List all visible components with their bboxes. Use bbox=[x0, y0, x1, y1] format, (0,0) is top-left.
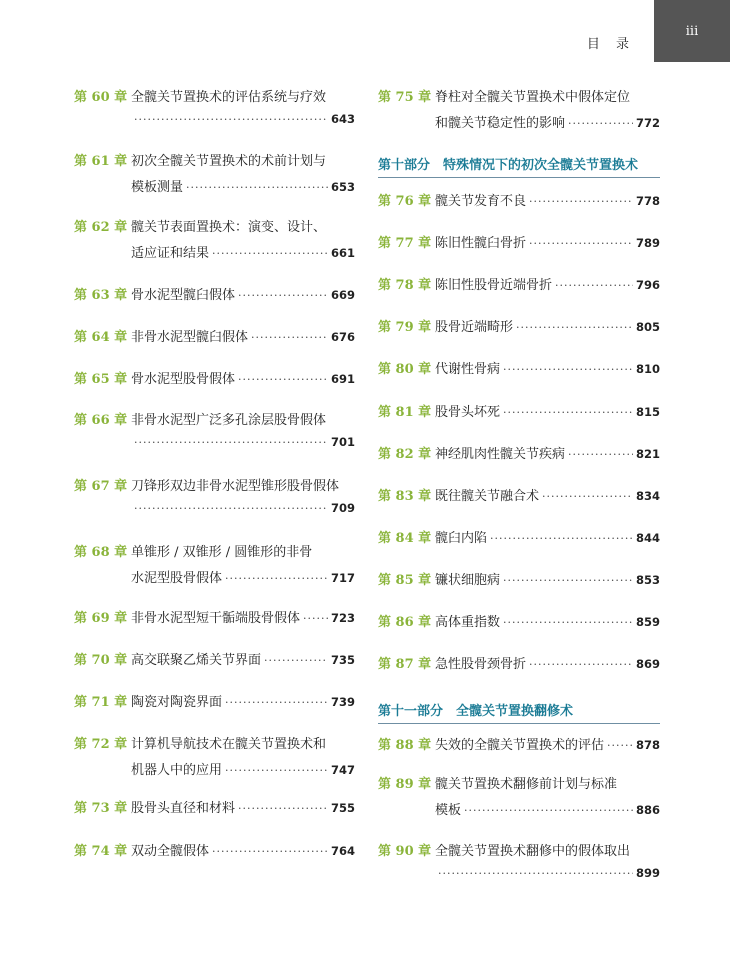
chapter-title-line bbox=[435, 274, 660, 293]
dot-leader bbox=[225, 696, 328, 709]
chapter-title-text: 骨水泥型髋臼假体 bbox=[131, 288, 236, 303]
dot-leader bbox=[568, 448, 633, 461]
chapter-title-line bbox=[435, 401, 660, 420]
part-heading[interactable]: 第十一部分 全髋关节置换翻修术 bbox=[378, 700, 660, 724]
page-number: 764 bbox=[330, 844, 355, 858]
chapter-title-line bbox=[131, 759, 355, 778]
chapter-title-text: 初次全髋关节置换术的术前计划与 bbox=[131, 154, 327, 169]
page-number: 709 bbox=[330, 501, 355, 515]
chapter-number: 第 64 章 bbox=[74, 330, 128, 345]
chapter-title-line bbox=[435, 734, 660, 753]
page-number: 869 bbox=[635, 657, 660, 671]
chapter-title-text: 镰状细胞病 bbox=[435, 573, 501, 588]
dot-leader bbox=[134, 436, 328, 449]
dot-leader bbox=[134, 502, 328, 515]
chapter-number: 第 82 章 bbox=[378, 447, 432, 462]
chapter-title-text: 双动全髋假体 bbox=[131, 844, 210, 859]
chapter-title-text: 刀锋形双边非骨水泥型锥形股骨假体 bbox=[131, 479, 340, 494]
dot-leader bbox=[186, 181, 328, 194]
chapter-title-line bbox=[131, 326, 355, 345]
chapter-title-line bbox=[131, 368, 355, 387]
chapter-number: 第 80 章 bbox=[378, 362, 432, 377]
chapter-title-line bbox=[131, 112, 355, 126]
page-number: 815 bbox=[635, 405, 660, 419]
chapter-title-line bbox=[131, 797, 355, 816]
chapter-number: 第 61 章 bbox=[74, 154, 128, 169]
chapter-title-line bbox=[435, 799, 660, 818]
dot-leader bbox=[212, 247, 328, 260]
dot-leader bbox=[212, 845, 328, 858]
page-number: 853 bbox=[635, 573, 660, 587]
chapter-title-text: 模板 bbox=[435, 803, 462, 818]
chapter-number: 第 83 章 bbox=[378, 489, 432, 504]
chapter-title-text: 髋关节发育不良 bbox=[435, 194, 527, 209]
chapter-number: 第 85 章 bbox=[378, 573, 432, 588]
chapter-number: 第 73 章 bbox=[74, 801, 128, 816]
chapter-number: 第 86 章 bbox=[378, 615, 432, 630]
chapter-number: 第 75 章 bbox=[378, 90, 432, 105]
page-number: 723 bbox=[330, 611, 355, 625]
chapter-number: 第 65 章 bbox=[74, 372, 128, 387]
chapter-title-line bbox=[435, 316, 660, 335]
chapter-title-line bbox=[131, 649, 355, 668]
dot-leader bbox=[238, 802, 328, 815]
page-header-title: 目 录 bbox=[586, 37, 635, 52]
dot-leader bbox=[529, 658, 633, 671]
page-number: 899 bbox=[635, 866, 660, 880]
chapter-title-text: 模板测量 bbox=[131, 180, 184, 195]
page-number: 701 bbox=[330, 435, 355, 449]
dot-leader bbox=[529, 195, 633, 208]
chapter-number: 第 81 章 bbox=[378, 405, 432, 420]
page-number: 789 bbox=[635, 236, 660, 250]
page-number: 661 bbox=[330, 246, 355, 260]
chapter-title-text: 高交联聚乙烯关节界面 bbox=[131, 653, 262, 668]
dot-leader bbox=[264, 654, 328, 667]
dot-leader bbox=[251, 331, 328, 344]
dot-leader bbox=[238, 373, 328, 386]
chapter-title-text: 高体重指数 bbox=[435, 615, 501, 630]
chapter-title-line bbox=[435, 485, 660, 504]
dot-leader bbox=[303, 612, 328, 625]
chapter-title-line bbox=[435, 190, 660, 209]
chapter-title-line bbox=[131, 216, 355, 235]
chapter-title-line bbox=[131, 409, 355, 428]
chapter-title-line bbox=[131, 242, 355, 261]
page-number: 643 bbox=[330, 112, 355, 126]
chapter-number: 第 70 章 bbox=[74, 653, 128, 668]
chapter-title-text: 非骨水泥型短干骺端股骨假体 bbox=[131, 611, 301, 626]
chapter-title-line bbox=[435, 527, 660, 546]
chapter-number: 第 87 章 bbox=[378, 657, 432, 672]
page-number: 717 bbox=[330, 571, 355, 585]
dot-leader bbox=[225, 572, 328, 585]
chapter-title-text: 计算机导航技术在髋关节置换术和 bbox=[131, 737, 327, 752]
chapter-title-text: 陈旧性髋臼骨折 bbox=[435, 236, 527, 251]
dot-leader bbox=[568, 117, 633, 130]
chapter-title-text: 机器人中的应用 bbox=[131, 763, 223, 778]
chapter-title-text: 单锥形 / 双锥形 / 圆锥形的非骨 bbox=[131, 545, 313, 560]
chapter-number: 第 78 章 bbox=[378, 278, 432, 293]
chapter-title-line bbox=[131, 541, 355, 560]
chapter-title-text: 非骨水泥型广泛多孔涂层股骨假体 bbox=[131, 413, 327, 428]
chapter-title-text: 失效的全髋关节置换术的评估 bbox=[435, 738, 605, 753]
chapter-number: 第 90 章 bbox=[378, 844, 432, 859]
page-number: 796 bbox=[635, 278, 660, 292]
chapter-title-text: 全髋关节置换术翻修中的假体取出 bbox=[435, 844, 631, 859]
chapter-title-text: 和髋关节稳定性的影响 bbox=[435, 116, 566, 131]
chapter-title-text: 骨水泥型股骨假体 bbox=[131, 372, 236, 387]
part-heading[interactable]: 第十部分 特殊情况下的初次全髋关节置换术 bbox=[378, 154, 660, 178]
chapter-title-text: 非骨水泥型髋臼假体 bbox=[131, 330, 249, 345]
chapter-title-text: 股骨头直径和材料 bbox=[131, 801, 236, 816]
dot-leader bbox=[134, 113, 328, 126]
chapter-number: 第 67 章 bbox=[74, 479, 128, 494]
dot-leader bbox=[542, 490, 633, 503]
chapter-title-line bbox=[435, 866, 660, 880]
chapter-title-line bbox=[435, 86, 660, 105]
dot-leader bbox=[503, 363, 633, 376]
page-number: 844 bbox=[635, 531, 660, 545]
chapter-number: 第 77 章 bbox=[378, 236, 432, 251]
chapter-title-line bbox=[131, 475, 355, 494]
page-number: 653 bbox=[330, 180, 355, 194]
page-number: 747 bbox=[330, 763, 355, 777]
page-number: 735 bbox=[330, 653, 355, 667]
dot-leader bbox=[464, 804, 633, 817]
chapter-title-line bbox=[131, 86, 355, 105]
dot-leader bbox=[516, 321, 633, 334]
chapter-number: 第 63 章 bbox=[74, 288, 128, 303]
dot-leader bbox=[225, 764, 328, 777]
chapter-title-line bbox=[131, 607, 355, 626]
chapter-number: 第 72 章 bbox=[74, 737, 128, 752]
chapter-title-text: 神经肌肉性髋关节疾病 bbox=[435, 447, 566, 462]
chapter-number: 第 89 章 bbox=[378, 777, 432, 792]
chapter-number: 第 76 章 bbox=[378, 194, 432, 209]
page-number: 878 bbox=[635, 738, 660, 752]
page-number: 810 bbox=[635, 362, 660, 376]
page-number: 834 bbox=[635, 489, 660, 503]
chapter-title-text: 陶瓷对陶瓷界面 bbox=[131, 695, 223, 710]
chapter-number: 第 69 章 bbox=[74, 611, 128, 626]
chapter-title-line bbox=[435, 611, 660, 630]
dot-leader bbox=[529, 237, 633, 250]
page-number: 859 bbox=[635, 615, 660, 629]
chapter-title-text: 股骨近端畸形 bbox=[435, 320, 514, 335]
dot-leader bbox=[238, 289, 328, 302]
chapter-title-line bbox=[131, 567, 355, 586]
chapter-title-text: 既往髋关节融合术 bbox=[435, 489, 540, 504]
chapter-title-text: 髋关节表面置换术：演变、设计、 bbox=[131, 220, 327, 235]
page-number: 676 bbox=[330, 330, 355, 344]
chapter-title-text: 水泥型股骨假体 bbox=[131, 571, 223, 586]
chapter-title-line bbox=[131, 840, 355, 859]
chapter-title-text: 陈旧性股骨近端骨折 bbox=[435, 278, 553, 293]
dot-leader bbox=[503, 406, 633, 419]
chapter-title-line bbox=[435, 112, 660, 131]
chapter-title-text: 髋臼内陷 bbox=[435, 531, 488, 546]
chapter-title-line bbox=[131, 691, 355, 710]
chapter-title-text: 急性股骨颈骨折 bbox=[435, 657, 527, 672]
chapter-title-text: 髋关节置换术翻修前计划与标准 bbox=[435, 777, 618, 792]
chapter-title-line bbox=[131, 176, 355, 195]
chapter-title-line bbox=[435, 653, 660, 672]
page-number: 755 bbox=[330, 801, 355, 815]
chapter-number: 第 88 章 bbox=[378, 738, 432, 753]
chapter-number: 第 84 章 bbox=[378, 531, 432, 546]
chapter-title-text: 股骨头坏死 bbox=[435, 405, 501, 420]
page-number: 739 bbox=[330, 695, 355, 709]
page-number: 778 bbox=[635, 194, 660, 208]
chapter-number: 第 66 章 bbox=[74, 413, 128, 428]
dot-leader bbox=[607, 739, 633, 752]
chapter-number: 第 74 章 bbox=[74, 844, 128, 859]
chapter-title-line bbox=[131, 733, 355, 752]
dot-leader bbox=[555, 279, 633, 292]
page-number: 669 bbox=[330, 288, 355, 302]
chapter-number: 第 60 章 bbox=[74, 90, 128, 105]
page-number-tab: iii bbox=[654, 0, 730, 62]
dot-leader bbox=[438, 867, 633, 880]
chapter-number: 第 62 章 bbox=[74, 220, 128, 235]
chapter-title-line bbox=[435, 443, 660, 462]
chapter-title-line bbox=[131, 150, 355, 169]
page-number: 772 bbox=[635, 116, 660, 130]
chapter-title-line bbox=[131, 284, 355, 303]
chapter-title-line bbox=[435, 773, 660, 792]
chapter-title-text: 脊柱对全髋关节置换术中假体定位 bbox=[435, 90, 631, 105]
dot-leader bbox=[503, 574, 633, 587]
chapter-number: 第 68 章 bbox=[74, 545, 128, 560]
chapter-title-line bbox=[435, 358, 660, 377]
chapter-title-line bbox=[131, 435, 355, 449]
dot-leader bbox=[490, 532, 633, 545]
chapter-title-line bbox=[131, 501, 355, 515]
page-number: 805 bbox=[635, 320, 660, 334]
chapter-title-line bbox=[435, 840, 660, 859]
chapter-title-text: 代谢性骨病 bbox=[435, 362, 501, 377]
page-number: 821 bbox=[635, 447, 660, 461]
chapter-title-text: 全髋关节置换术的评估系统与疗效 bbox=[131, 90, 327, 105]
chapter-number: 第 79 章 bbox=[378, 320, 432, 335]
page-number: 691 bbox=[330, 372, 355, 386]
chapter-title-text: 适应证和结果 bbox=[131, 246, 210, 261]
chapter-number: 第 71 章 bbox=[74, 695, 128, 710]
dot-leader bbox=[503, 616, 633, 629]
chapter-title-line bbox=[435, 232, 660, 251]
chapter-title-line bbox=[435, 569, 660, 588]
page-number: 886 bbox=[635, 803, 660, 817]
